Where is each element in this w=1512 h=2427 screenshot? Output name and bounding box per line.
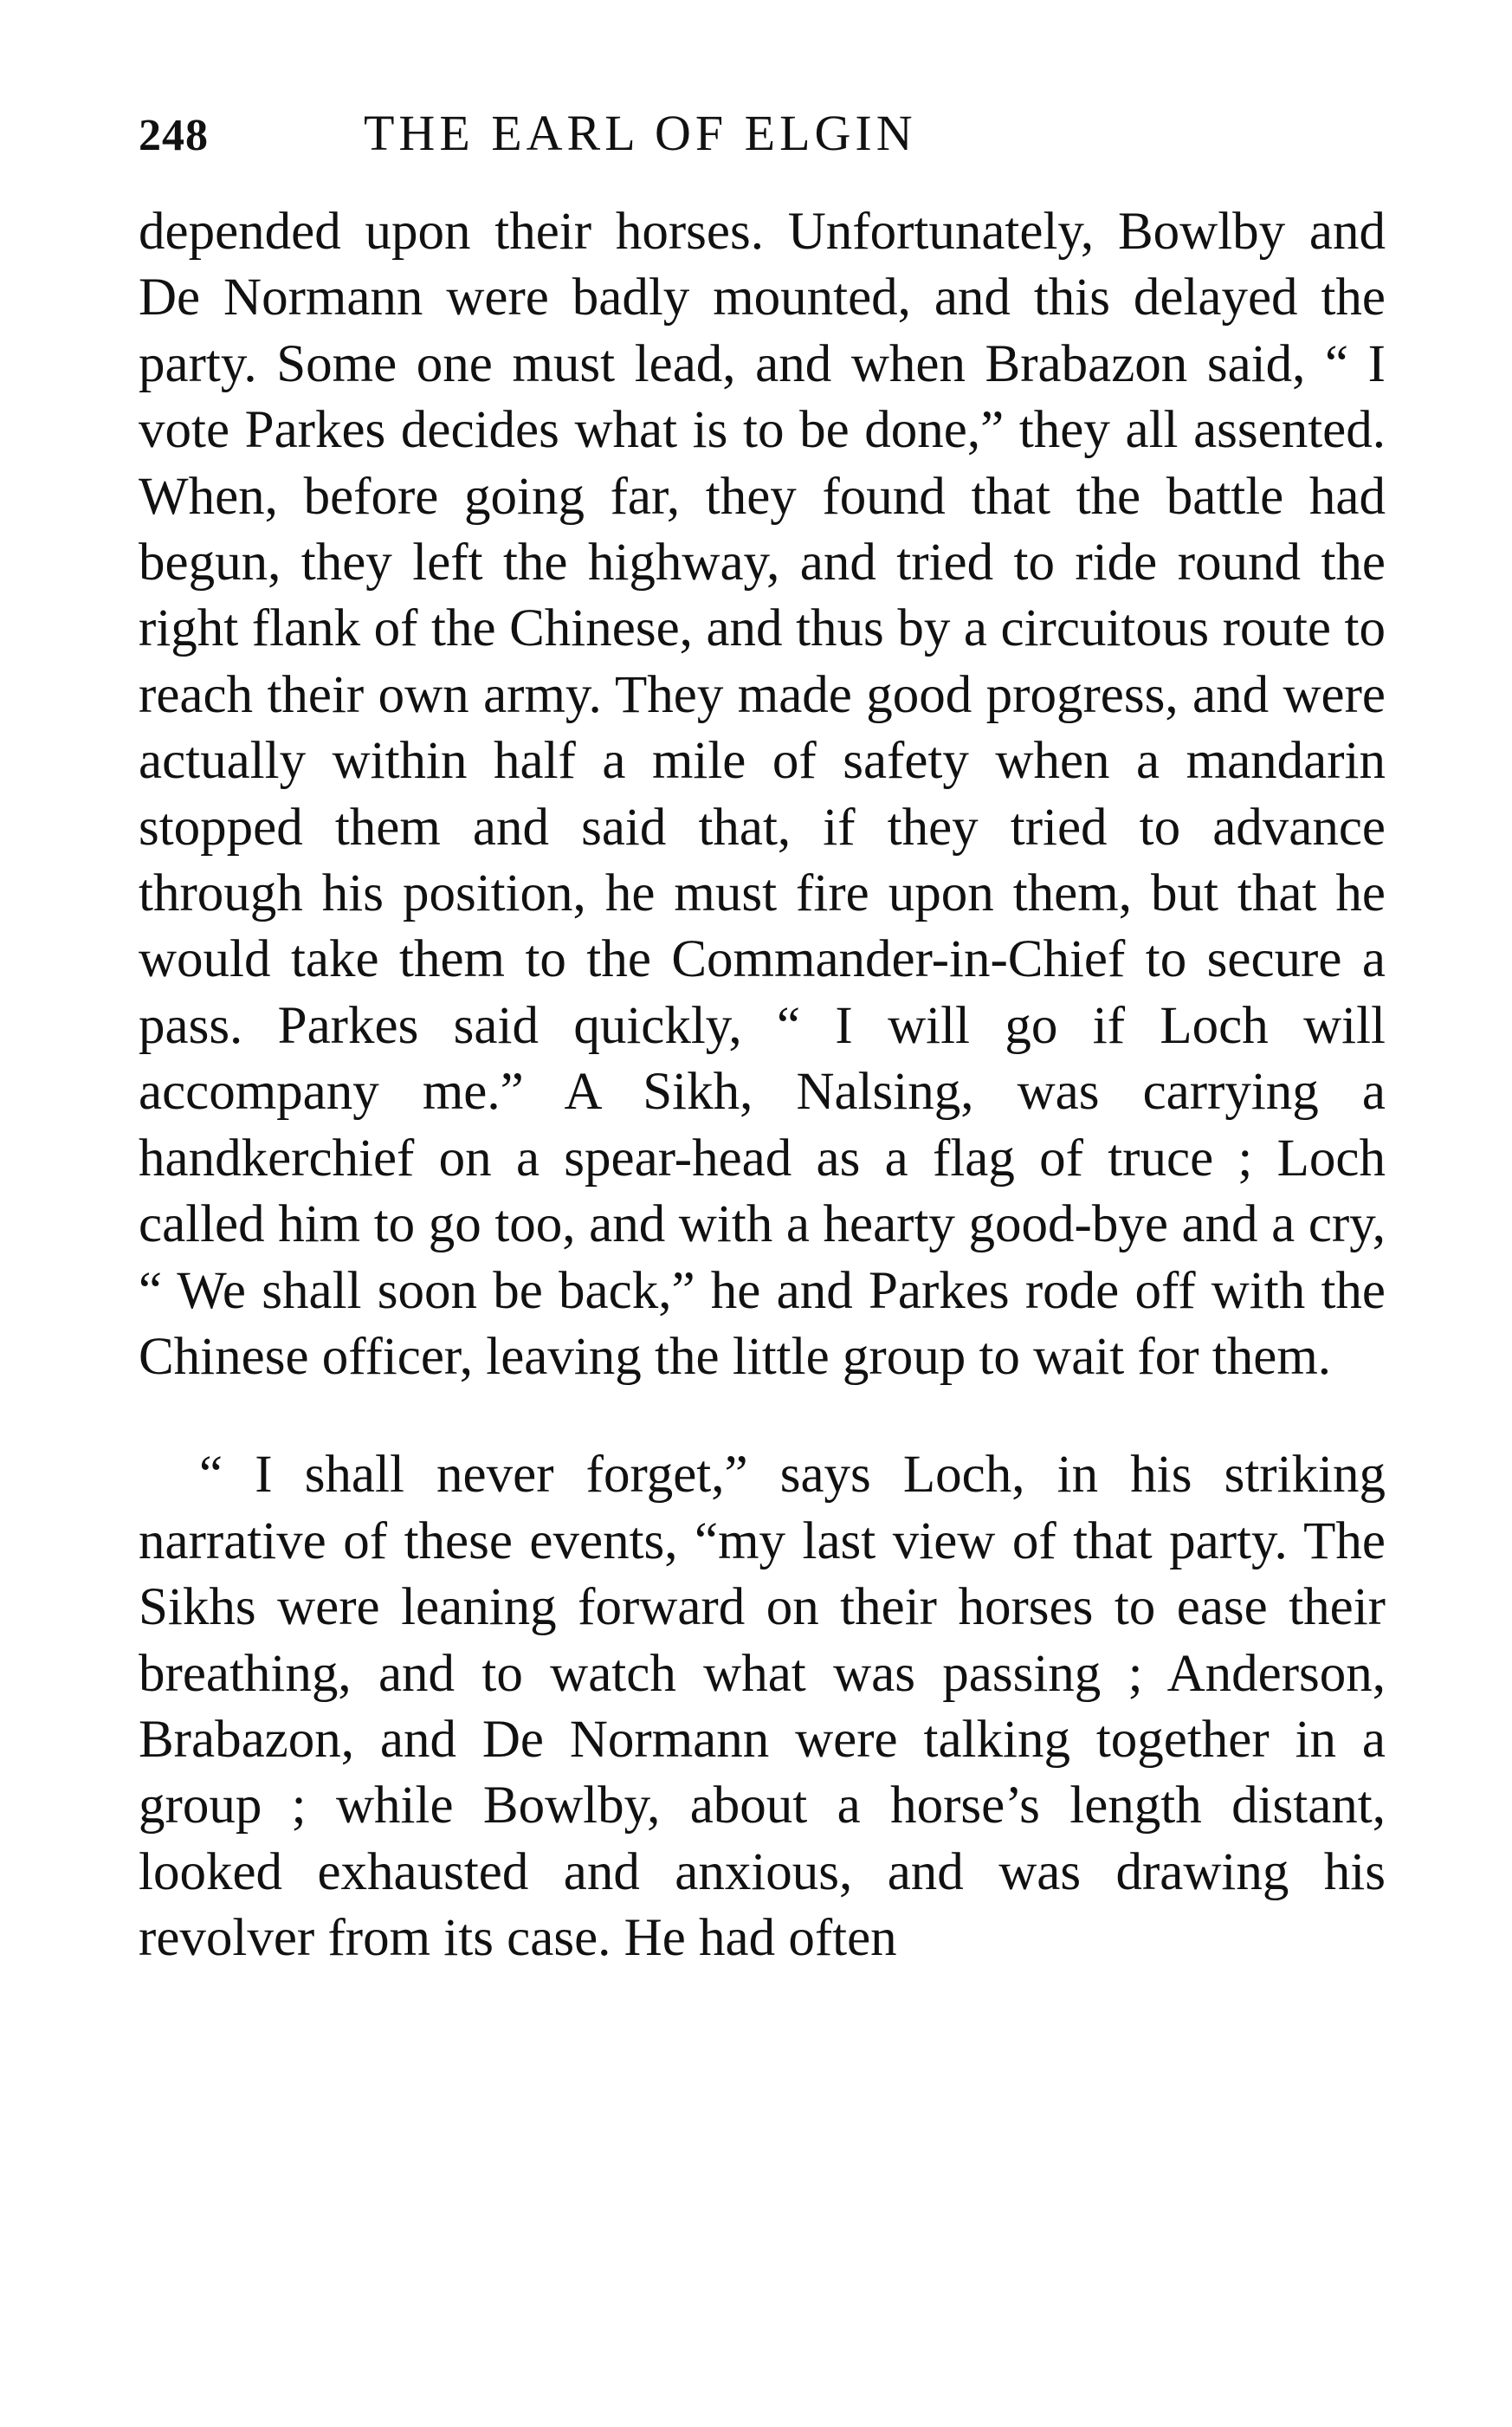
book-page — [139, 104, 1386, 1972]
running-title: THE EARL OF ELGIN — [364, 105, 917, 161]
running-head — [139, 104, 1386, 199]
page-number: 248 — [139, 111, 209, 160]
paragraph-quote: “ I shall never forget,” says Loch, in his striking narrative of these events, “my last view of that party. The Sikhs were leaning forward on their horses to ease their breathing, and to watch what was passing ; Anderson, Brabazon, and De Normann were talking together in a group ; while Bowlby, about a horse’s length distant, looked exhausted and anxious, and was drawing his revolver from its case. He had often — [139, 1446, 1386, 1968]
paragraph-continued: depended upon their horses. Unfortunately, Bowlby and De Normann were badly mounted, and this delayed the party. Some one must lead, and when Brabazon said, “ I vote Parkes decides what is to be done,” they all assented. When, before going far, they found that the battle had begun, they left the highway, and tried to ride round the right flank of the Chinese, and thus by a circuitous route to reach their own army. They made good progress, and were actually within half a mile of safety when a mandarin stopped them and said that, if they tried to advance through his position, he must fire upon them, but that he would take them to the Commander-in-Chief to secure a pass. Parkes said quickly, “ I will go if Loch will accompany me.” A Sikh, Nalsing, was carrying a handkerchief on a spear-head as a flag of truce ; Loch called him to go too, and with a hearty good-bye and a cry, “ We shall soon be back,” he and Parkes rode off with the Chinese officer, leaving the little group to wait for them. — [139, 203, 1386, 1386]
